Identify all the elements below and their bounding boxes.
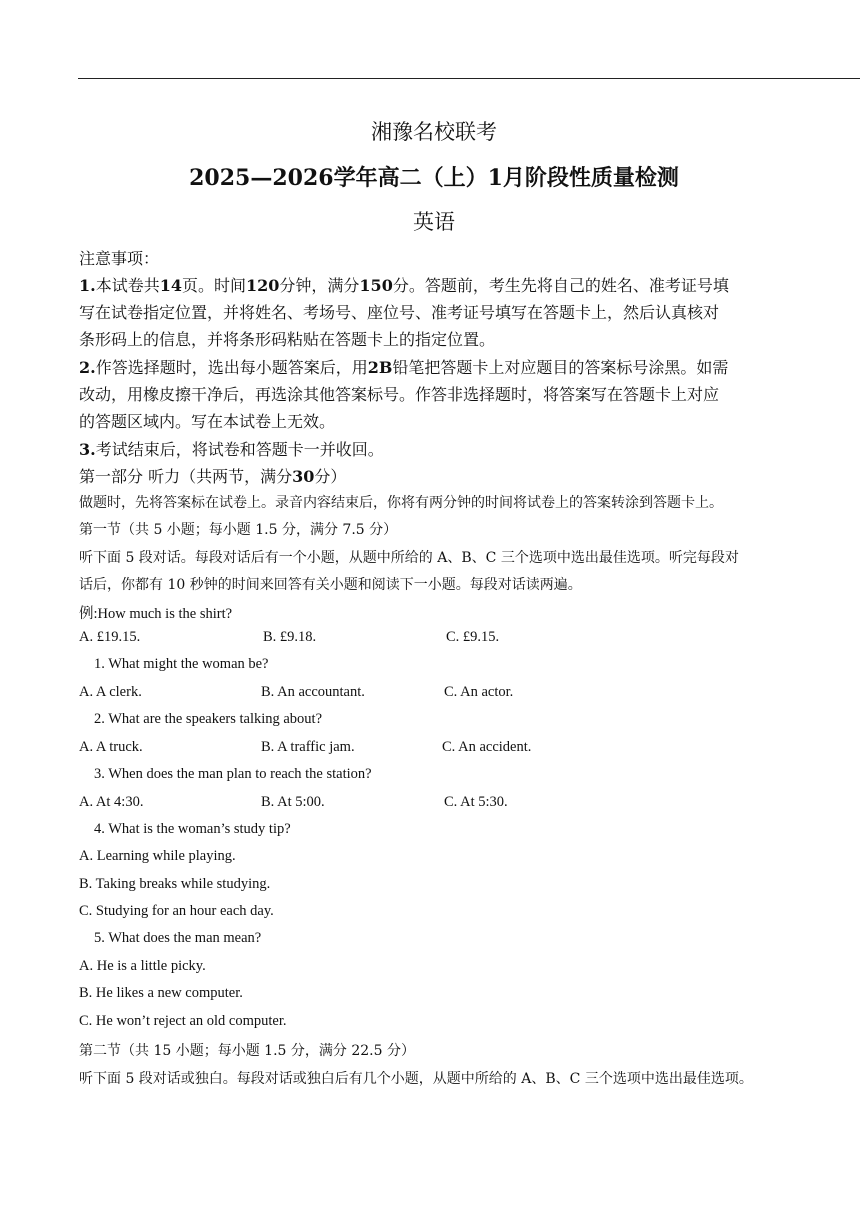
question-1-option-b: B. An accountant. [261,684,365,700]
question-4: 4. What is the woman’s study tip? [94,821,291,837]
part1-instruction: 做题时，先将答案标在试卷上。录音内容结束后，你将有两分钟的时间将试卷上的答案转涂到答题卡上。 [79,495,723,511]
question-2-option-c: C. An accident. [442,739,532,755]
subject-title: 英语 [413,210,455,234]
question-4-option-c: C. Studying for an hour each day. [79,903,274,919]
note-3: 3.考试结束后，将试卷和答题卡一并收回。 [79,440,384,459]
question-4-option-b: B. Taking breaks while studying. [79,876,271,892]
notes-title: 注意事项： [79,249,160,268]
question-1-option-a: A. A clerk. [79,684,142,700]
example-option-a: A. £19.15. [79,629,141,645]
note-2-line-2: 改动，用橡皮擦干净后，再选涂其他答案标号。作答非选择题时，将答案写在答题卡上对应 [79,385,720,404]
note-1-line-1: 1.本试卷共14页。时间120分钟，满分150分。答题前，考生先将自己的姓名、准考证号填 [79,276,729,295]
question-4-option-a: A. Learning while playing. [79,848,236,864]
question-5-option-b: B. He likes a new computer. [79,985,243,1001]
note-1-line-2: 写在试卷指定位置，并将姓名、考场号、座位号、准考证号填写在答题卡上，然后认真核对 [79,303,720,322]
question-1: 1. What might the woman be? [94,656,269,672]
section1-title: 第一节（共 5 小题；每小题 1.5 分，满分 7.5 分） [79,522,398,538]
section1-desc-line-1: 听下面 5 段对话。每段对话后有一个小题，从题中所给的 A、B、C 三个选项中选出最佳选项。听完每段对 [79,550,739,566]
note-1-line-3: 条形码上的信息，并将条形码粘贴在答题卡上的指定位置。 [79,330,496,349]
section2-title: 第二节（共 15 小题；每小题 1.5 分，满分 22.5 分） [79,1043,415,1059]
example-option-b: B. £9.18. [263,629,317,645]
note-2-line-1: 2.作答选择题时，选出每小题答案后，用2B铅笔把答题卡上对应题目的答案标号涂黑。如需 [79,358,729,377]
question-3-option-c: C. At 5:30. [444,794,508,810]
question-5-option-c: C. He won’t reject an old computer. [79,1013,287,1029]
question-2: 2. What are the speakers talking about? [94,711,323,727]
question-1-option-c: C. An actor. [444,684,514,700]
exam-title: 2025—2026学年高二（上）1月阶段性质量检测 [189,165,679,191]
question-5: 5. What does the man mean? [94,930,262,946]
question-2-option-b: B. A traffic jam. [261,739,355,755]
section2-desc: 听下面 5 段对话或独白。每段对话或独白后有几个小题，从题中所给的 A、B、C 三个选项中选出最佳选项。 [79,1071,753,1087]
question-2-option-a: A. A truck. [79,739,143,755]
section1-desc-line-2: 话后，你都有 10 秒钟的时间来回答有关小题和阅读下一小题。每段对话读两遍。 [79,577,582,593]
header-rule [78,78,860,79]
question-3-option-b: B. At 5:00. [261,794,325,810]
example-question: 例:How much is the shirt? [79,606,233,622]
example-option-c: C. £9.15. [446,629,500,645]
org-title: 湘豫名校联考 [371,120,497,144]
question-5-option-a: A. He is a little picky. [79,958,206,974]
question-3: 3. When does the man plan to reach the station? [94,766,372,782]
note-2-line-3: 的答题区域内。写在本试卷上无效。 [79,412,336,431]
part1-title: 第一部分 听力（共两节，满分30分） [79,467,347,486]
question-3-option-a: A. At 4:30. [79,794,144,810]
